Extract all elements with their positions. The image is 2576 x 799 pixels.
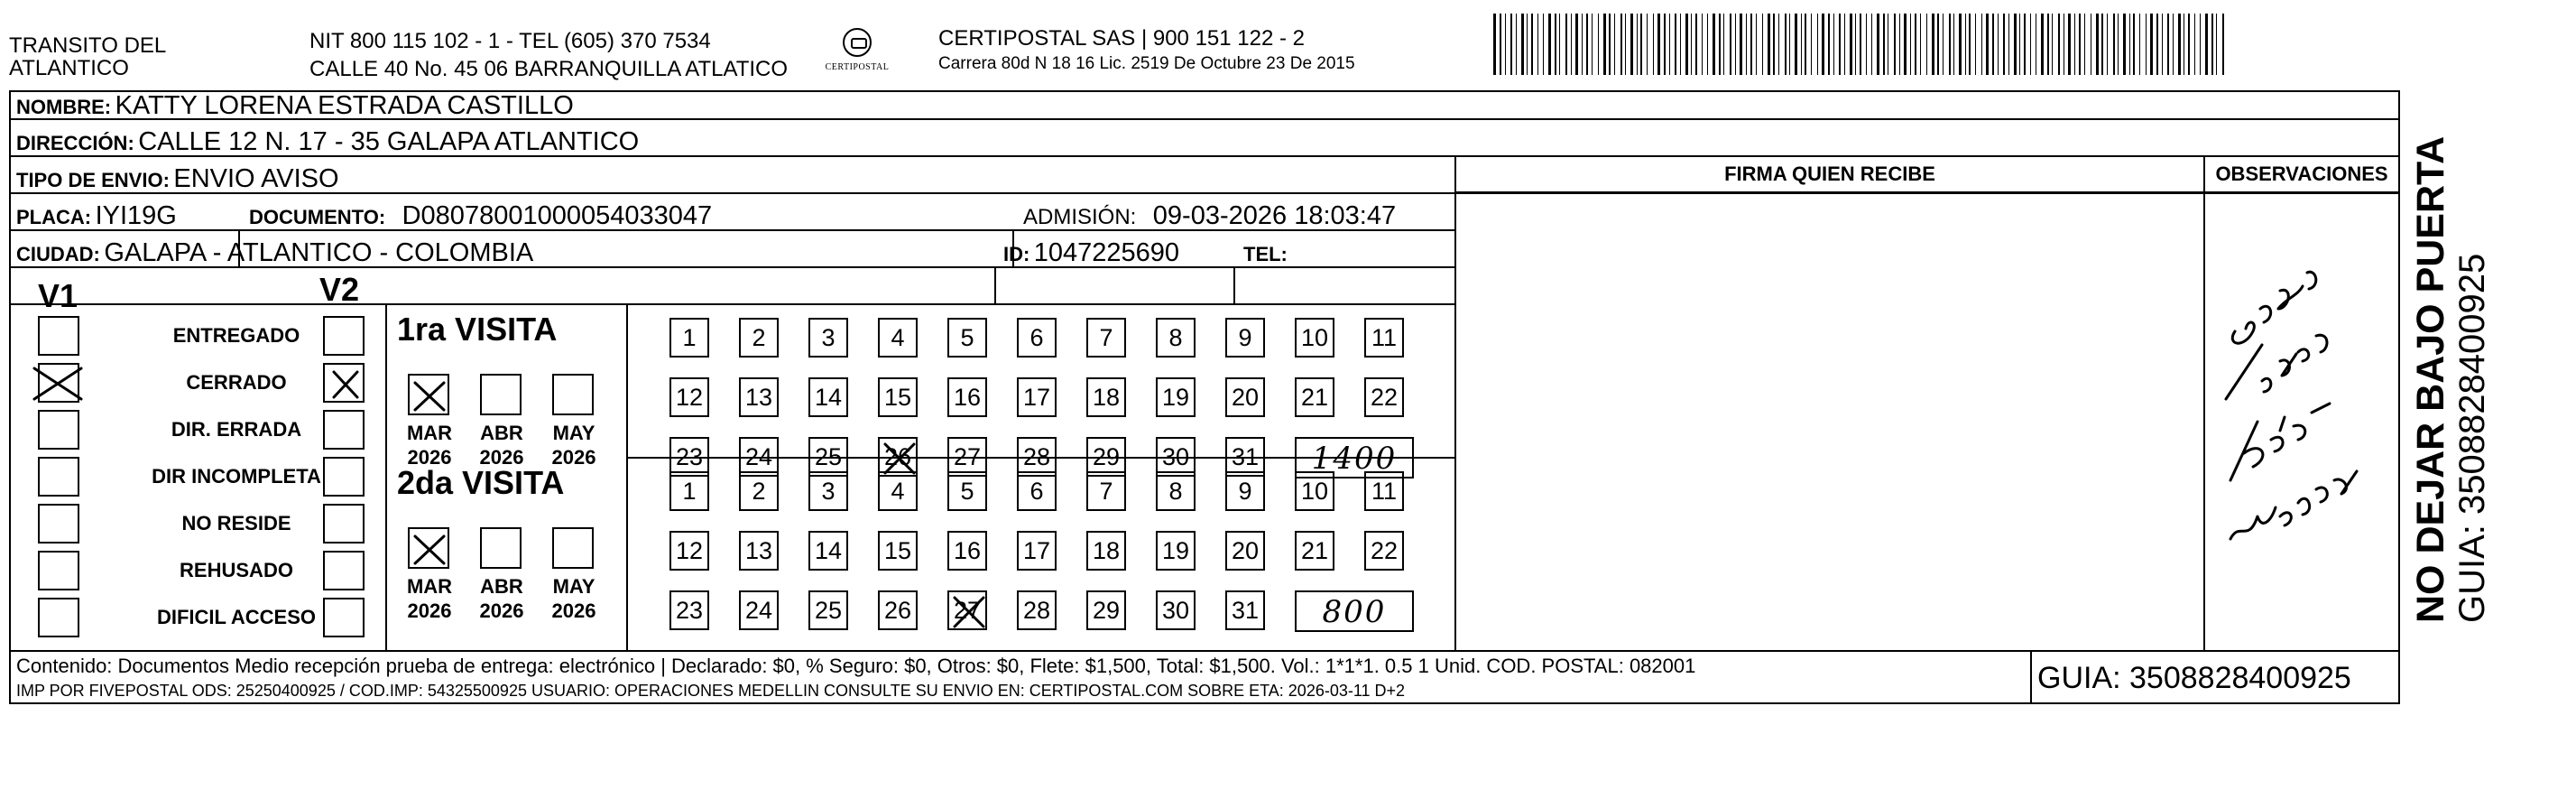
visit-day-box[interactable]: 31 <box>1225 590 1265 630</box>
visit-day-box[interactable]: 24 <box>739 437 779 477</box>
visit-day-box[interactable]: 12 <box>669 531 709 571</box>
status-label: REHUSADO <box>180 559 293 581</box>
visit-day-box[interactable]: 3 <box>808 471 848 511</box>
visit-day-box[interactable]: 21 <box>1295 377 1334 417</box>
visit-day-box[interactable]: 29 <box>1086 590 1126 630</box>
visit-day-box[interactable]: 26 <box>878 590 918 630</box>
tracking-number: GUIA: 3508828400925 <box>2037 661 2351 695</box>
handwritten-check-icon <box>880 439 916 475</box>
visit-day-box[interactable]: 11 <box>1364 471 1404 511</box>
issuer-nit-line: NIT 800 115 102 - 1 - TEL (605) 370 7534 <box>309 29 711 53</box>
visit-day-box[interactable]: 12 <box>669 377 709 417</box>
visit-day-box[interactable]: 13 <box>739 531 779 571</box>
v1-status-checkbox[interactable] <box>38 551 79 590</box>
visit-day-box[interactable]: 28 <box>1017 437 1057 477</box>
visit-day-box[interactable]: 4 <box>878 471 918 511</box>
plate-field <box>16 200 177 236</box>
visit-day-box[interactable]: 9 <box>1225 318 1265 358</box>
city-field <box>16 237 533 273</box>
visit-month-year: 2026 <box>551 599 596 622</box>
shipment-type-label: TIPO DE ENVIO: <box>16 169 170 191</box>
status-label: DIFICIL ACCESO <box>156 606 316 628</box>
visit-title: 1ra VISITA <box>397 311 558 348</box>
v2-status-checkbox[interactable] <box>323 598 365 637</box>
issuer-address-line: CALLE 40 No. 45 06 BARRANQUILLA ATLATICO <box>309 57 789 81</box>
handwritten-check-icon <box>325 365 363 401</box>
name-value: KATTY LORENA ESTRADA CASTILLO <box>115 91 574 120</box>
admission-field <box>1023 200 1396 236</box>
visit-day-box[interactable]: 5 <box>947 471 987 511</box>
visit-handwritten-time: 800 <box>1322 594 1387 630</box>
visit-day-box[interactable]: 23 <box>669 437 709 477</box>
certipostal-logo <box>817 23 898 79</box>
visit-month-name: MAR <box>406 575 453 598</box>
visit-day-box[interactable]: 19 <box>1156 531 1196 571</box>
visit-day-box[interactable]: 10 <box>1295 318 1334 358</box>
plate-label: PLACA: <box>16 206 92 228</box>
visit-month-checkbox[interactable] <box>552 374 594 415</box>
v2-status-checkbox[interactable] <box>323 410 365 450</box>
v2-status-checkbox[interactable] <box>323 316 365 356</box>
visit-month-checkbox[interactable] <box>480 374 522 415</box>
v1-status-checkbox[interactable] <box>38 504 79 544</box>
visit-day-box[interactable]: 28 <box>1017 590 1057 630</box>
visit-day-box[interactable]: 18 <box>1086 377 1126 417</box>
visit-day-box[interactable]: 27 <box>947 437 987 477</box>
visit-day-box[interactable]: 9 <box>1225 471 1265 511</box>
barcode-icon <box>1493 14 2229 75</box>
visit-day-box[interactable]: 22 <box>1364 377 1404 417</box>
visit-day-box[interactable]: 26 <box>878 437 918 477</box>
content-summary: Contenido: Documentos Medio recepción prueba de entrega: electrónico | Declarado: $0, % Seguro: $0, Otros: $0, Flete: $1,500, Total: $1,500. Vol.: 1*1*1. 0.5 1 Unid. COD. POSTAL: 082001 <box>16 655 1696 677</box>
visit-day-box[interactable]: 6 <box>1017 471 1057 511</box>
visit-day-box[interactable]: 17 <box>1017 377 1057 417</box>
issuer-contact <box>309 27 788 83</box>
v1-status-checkbox[interactable] <box>38 457 79 497</box>
courier-license: Carrera 80d N 18 16 Lic. 2519 De Octubre 23 De 2015 <box>938 54 1355 73</box>
v1-header: V1 <box>38 277 78 314</box>
visit-handwritten-time: 1400 <box>1311 441 1398 477</box>
address-value: CALLE 12 N. 17 - 35 GALAPA ATLANTICO <box>138 127 640 156</box>
visit-day-box[interactable]: 25 <box>808 437 848 477</box>
shipment-type-field <box>16 163 339 199</box>
visit-month-name: MAR <box>406 422 453 444</box>
document-label: DOCUMENTO: <box>249 206 386 228</box>
city-value: GALAPA - ATLANTICO - COLOMBIA <box>104 238 534 267</box>
visit-day-box[interactable]: 19 <box>1156 377 1196 417</box>
visit-day-box[interactable]: 23 <box>669 590 709 630</box>
id-value: 1047225690 <box>1033 238 1180 267</box>
visit-time-box[interactable] <box>1295 590 1414 632</box>
admission-label: ADMISIÓN: <box>1023 205 1137 229</box>
visit-title: 2da VISITA <box>397 464 565 501</box>
v1-status-checkbox[interactable] <box>38 598 79 637</box>
visit-month-name: ABR <box>480 575 523 598</box>
visit-day-box[interactable]: 29 <box>1086 437 1126 477</box>
visit-day-box[interactable]: 5 <box>947 318 987 358</box>
v2-status-checkbox[interactable] <box>323 551 365 590</box>
visit-month-year: 2026 <box>551 446 596 469</box>
visit-day-box[interactable]: 24 <box>739 590 779 630</box>
visit-month-checkbox[interactable] <box>408 374 449 415</box>
visit-day-box[interactable]: 21 <box>1295 531 1334 571</box>
handwritten-observations-icon <box>2208 246 2397 625</box>
visit-month-checkbox[interactable] <box>480 527 522 569</box>
visit-day-box[interactable]: 20 <box>1225 531 1265 571</box>
visit-month-year: 2026 <box>479 446 524 469</box>
visit-day-box[interactable]: 8 <box>1156 471 1196 511</box>
document-value: D08078001000054033047 <box>402 201 713 230</box>
name-field <box>16 90 574 125</box>
visit-day-box[interactable]: 15 <box>878 531 918 571</box>
logo-mark-icon <box>843 28 872 57</box>
visit-day-box[interactable]: 1 <box>669 471 709 511</box>
handwritten-check-icon <box>949 592 985 628</box>
visit-day-box[interactable]: 14 <box>808 377 848 417</box>
tel-field <box>1243 237 1288 273</box>
side-warning <box>2409 136 2492 623</box>
status-label: DIR. ERRADA <box>171 418 302 441</box>
address-field <box>16 126 639 162</box>
visit-month-checkbox[interactable] <box>552 527 594 569</box>
visit-day-box[interactable]: 15 <box>878 377 918 417</box>
status-label: NO RESIDE <box>181 512 291 534</box>
visit-month-checkbox[interactable] <box>408 527 449 569</box>
visit-day-box[interactable]: 8 <box>1156 318 1196 358</box>
visit-day-box[interactable]: 6 <box>1017 318 1057 358</box>
visit-day-box[interactable]: 31 <box>1225 437 1265 477</box>
print-info: IMP POR FIVEPOSTAL ODS: 25250400925 / COD.IMP: 54325500925 USUARIO: OPERACIONES MEDELLIN CONSULTE SU ENVIO EN: CERTIPOSTAL.COM SOBRE ETA: 2026-03-11 D+2 <box>16 682 1406 700</box>
visit-day-box[interactable]: 18 <box>1086 531 1126 571</box>
visit-month-name: ABR <box>480 422 523 444</box>
address-label: DIRECCIÓN: <box>16 132 134 154</box>
visit-month-year: 2026 <box>407 599 452 622</box>
handwritten-check-icon <box>40 365 78 401</box>
visit-day-box[interactable]: 2 <box>739 471 779 511</box>
visit-month-label <box>538 421 610 469</box>
visit-day-box[interactable]: 16 <box>947 531 987 571</box>
visit-day-box[interactable]: 10 <box>1295 471 1334 511</box>
plate-value: IYI19G <box>95 201 177 230</box>
visit-month-label <box>466 421 538 469</box>
visit-day-box[interactable]: 17 <box>1017 531 1057 571</box>
status-label: DIR INCOMPLETA <box>152 465 321 488</box>
visit-day-box[interactable]: 7 <box>1086 471 1126 511</box>
id-field <box>1003 237 1179 273</box>
v2-header: V2 <box>319 271 360 308</box>
status-label: CERRADO <box>186 371 287 394</box>
issuer-name-line-1: TRANSITO DEL <box>9 33 167 58</box>
visit-day-box[interactable]: 30 <box>1156 437 1196 477</box>
visit-day-box[interactable]: 22 <box>1364 531 1404 571</box>
shipment-type-value: ENVIO AVISO <box>173 164 339 193</box>
visit-day-box[interactable]: 7 <box>1086 318 1126 358</box>
visit-day-box[interactable]: 4 <box>878 318 918 358</box>
visit-day-box[interactable]: 1 <box>669 318 709 358</box>
logo-text: CERTIPOSTAL <box>825 62 890 72</box>
courier-info <box>938 25 1355 76</box>
signature-column-header: FIRMA QUIEN RECIBE <box>1724 163 1935 185</box>
issuer-name-line-2: ATLANTICO <box>9 56 129 80</box>
delivery-form <box>9 90 2400 704</box>
document-field <box>249 200 712 236</box>
v2-status-checkbox[interactable] <box>323 363 365 403</box>
visit-day-box[interactable]: 27 <box>947 590 987 630</box>
status-label: ENTREGADO <box>172 324 300 347</box>
visit-month-year: 2026 <box>479 599 524 622</box>
visit-day-box[interactable]: 25 <box>808 590 848 630</box>
visit-day-box[interactable]: 2 <box>739 318 779 358</box>
visit-month-label <box>393 421 466 469</box>
handwritten-check-icon <box>410 529 448 567</box>
id-label: ID: <box>1003 243 1030 265</box>
city-label: CIUDAD: <box>16 243 100 265</box>
visit-month-year: 2026 <box>407 446 452 469</box>
visit-month-name: MAY <box>552 422 596 444</box>
name-label: NOMBRE: <box>16 96 112 118</box>
observations-column-header: OBSERVACIONES <box>2215 163 2388 185</box>
visit-month-name: MAY <box>552 575 596 598</box>
issuer-name <box>9 34 166 79</box>
courier-name: CERTIPOSTAL SAS | 900 151 122 - 2 <box>938 26 1305 51</box>
v2-status-checkbox[interactable] <box>323 457 365 497</box>
v1-status-checkbox[interactable] <box>38 316 79 356</box>
handwritten-check-icon <box>410 376 448 413</box>
v1-status-checkbox[interactable] <box>38 363 79 403</box>
v1-status-checkbox[interactable] <box>38 410 79 450</box>
visit-month-label <box>466 574 538 623</box>
visit-day-box[interactable]: 16 <box>947 377 987 417</box>
visit-day-box[interactable]: 30 <box>1156 590 1196 630</box>
visit-month-label <box>538 574 610 623</box>
no-under-door-warning: NO DEJAR BAJO PUERTA <box>2409 135 2452 623</box>
visit-day-box[interactable]: 20 <box>1225 377 1265 417</box>
v2-status-checkbox[interactable] <box>323 504 365 544</box>
visit-day-box[interactable]: 14 <box>808 531 848 571</box>
visit-day-box[interactable]: 13 <box>739 377 779 417</box>
tel-label: TEL: <box>1243 243 1288 265</box>
visit-month-label <box>393 574 466 623</box>
side-tracking-number: GUIA: 3508828400925 <box>2452 253 2492 623</box>
admission-value: 09-03-2026 18:03:47 <box>1152 201 1397 230</box>
visit-day-box[interactable]: 11 <box>1364 318 1404 358</box>
visit-day-box[interactable]: 3 <box>808 318 848 358</box>
